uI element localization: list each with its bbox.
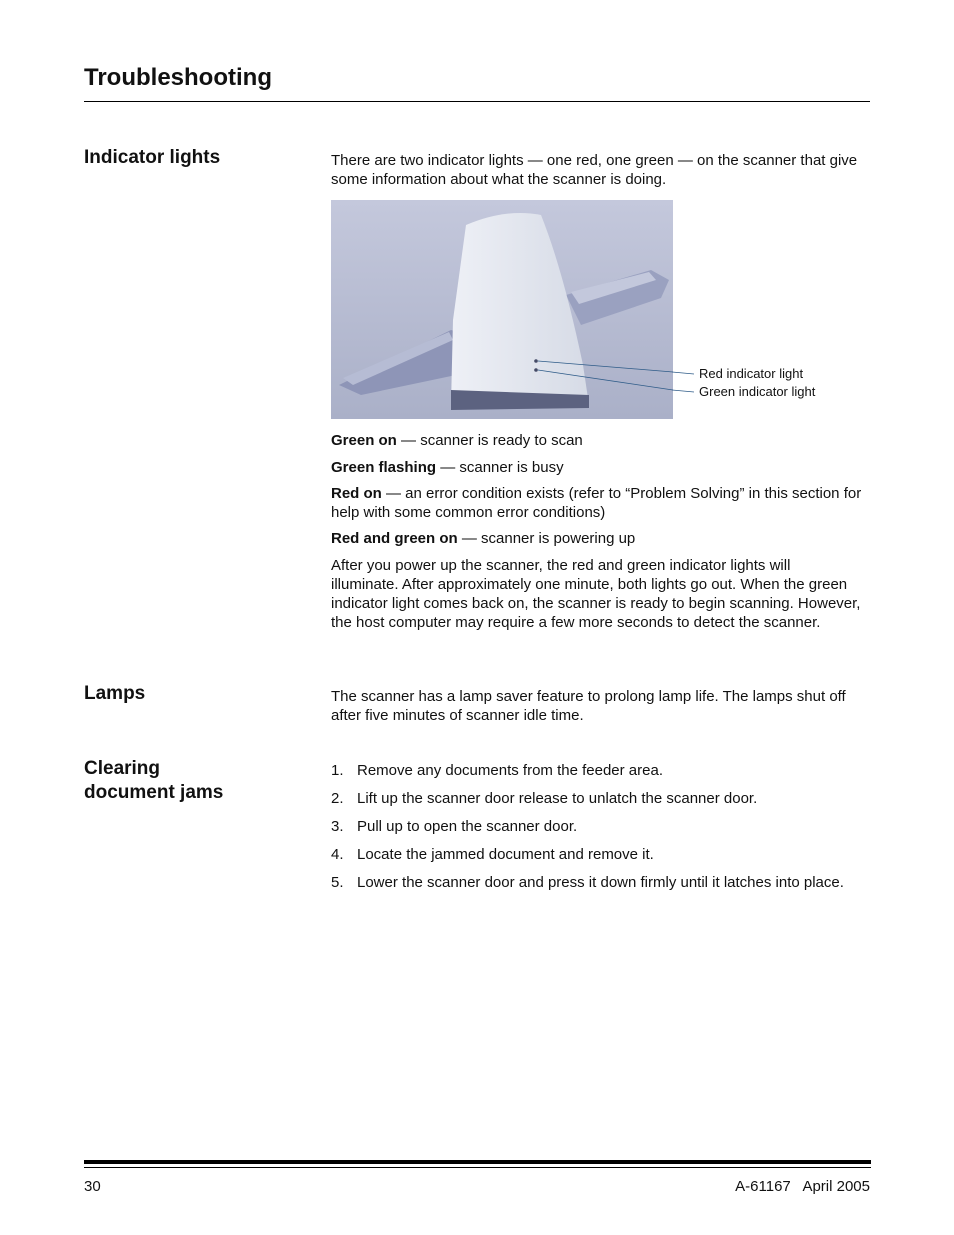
state-red-and-green-on	[331, 529, 871, 548]
step-number: 3.	[331, 818, 344, 835]
state-desc: — scanner is powering up	[457, 530, 636, 547]
doc-id-date: A-61167 April 2005	[735, 1178, 870, 1195]
section-heading-lamps: Lamps	[84, 683, 146, 704]
state-term: Red on	[331, 485, 382, 502]
state-term: Green on	[331, 432, 397, 449]
step-number: 5.	[331, 874, 344, 891]
section-heading-clearing-jams: Clearing document jams	[84, 758, 224, 803]
state-desc: — an error condition exists (refer to “Problem Solving” in this section for help with some common error conditions)	[331, 485, 862, 521]
list-item	[331, 874, 891, 902]
scanner-illustration	[331, 200, 673, 419]
step-text: Lift up the scanner door release to unlatch the scanner door.	[357, 790, 758, 807]
step-number: 1.	[331, 762, 344, 779]
section-heading-indicator-lights: Indicator lights	[84, 147, 221, 168]
indicator-intro: There are two indicator lights — one red, one green — on the scanner that give some information about what the scanner is doing.	[331, 152, 858, 188]
green-indicator-callout: Green indicator light	[699, 384, 816, 399]
step-number: 2.	[331, 790, 344, 807]
state-green-on	[331, 431, 871, 450]
step-text: Remove any documents from the feeder area.	[357, 762, 663, 779]
callout-leaders	[672, 365, 696, 395]
state-green-flashing	[331, 458, 871, 477]
state-desc: — scanner is busy	[436, 459, 564, 476]
state-term: Red and green on	[331, 530, 458, 547]
title-rule	[84, 101, 870, 102]
list-item	[331, 818, 891, 846]
power-up-note: After you power up the scanner, the red and green indicator lights will illuminate. After approximately one minute, both lights go out. When the green indicator light comes back on, the scanner is ready to begin scanning. However, the host computer may require a few more seconds to detect the scanner.	[331, 557, 861, 631]
state-term: Green flashing	[331, 459, 437, 476]
list-item	[331, 790, 891, 818]
page-title: Troubleshooting	[84, 64, 272, 91]
step-number: 4.	[331, 846, 344, 863]
scanner-photo	[331, 200, 673, 419]
list-item	[331, 762, 891, 790]
list-item	[331, 846, 891, 874]
step-text: Pull up to open the scanner door.	[357, 818, 578, 835]
red-indicator-callout: Red indicator light	[699, 366, 804, 381]
footer-rule-thick	[84, 1160, 871, 1164]
page-number: 30	[84, 1178, 101, 1195]
step-text: Locate the jammed document and remove it.	[357, 846, 654, 863]
footer-rule-thin	[84, 1167, 871, 1168]
jam-steps-list	[331, 762, 891, 902]
lamps-text: The scanner has a lamp saver feature to prolong lamp life. The lamps shut off after five minutes of scanner idle time.	[331, 688, 846, 724]
step-text: Lower the scanner door and press it down firmly until it latches into place.	[357, 874, 844, 891]
state-desc: — scanner is ready to scan	[396, 432, 583, 449]
state-red-on	[331, 484, 871, 522]
